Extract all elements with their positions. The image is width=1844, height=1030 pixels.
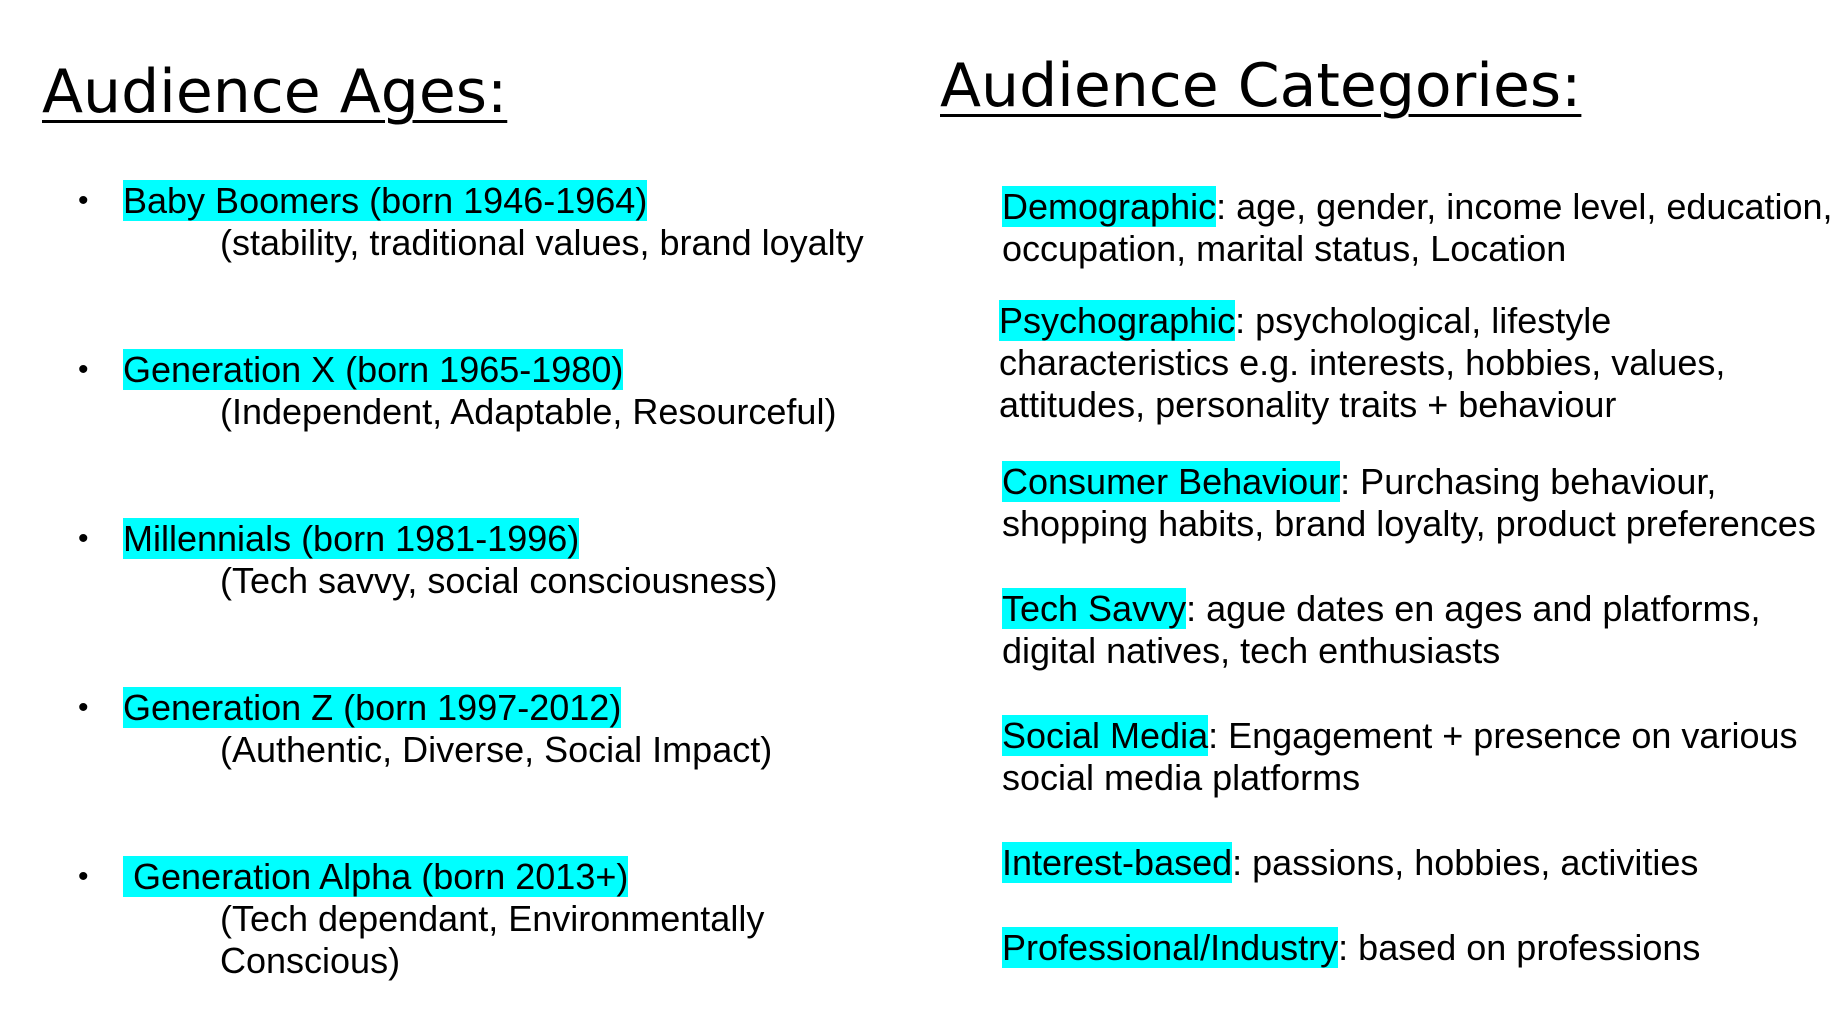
age-group-description: (Authentic, Diverse, Social Impact) (220, 729, 773, 770)
category-item (1002, 461, 1816, 545)
audience-ages-title: Audience Ages: (42, 57, 508, 127)
category-text: : psychological, lifestyle (1235, 300, 1612, 341)
age-group-description: (stability, traditional values, brand loyalty (220, 222, 864, 263)
category-label: Tech Savvy (1002, 588, 1187, 629)
list-item (123, 180, 647, 222)
age-group-label: Generation X (born 1965-1980) (123, 349, 624, 390)
category-label: Professional/Industry (1002, 927, 1339, 968)
bullet-icon: • (78, 691, 89, 724)
category-text: characteristics e.g. interests, hobbies, values, (999, 342, 1726, 383)
category-text: digital natives, tech enthusiasts (1002, 630, 1501, 671)
category-text: : passions, hobbies, activities (1232, 842, 1699, 883)
audience-categories-title: Audience Categories: (940, 51, 1582, 121)
bullet-icon: • (78, 184, 89, 217)
bullet-icon: • (78, 860, 89, 893)
category-text: social media platforms (1002, 757, 1361, 798)
age-group-label: Baby Boomers (born 1946-1964) (123, 180, 648, 221)
list-item (123, 518, 579, 560)
bullet-icon: • (78, 522, 89, 555)
category-item (1002, 588, 1760, 672)
category-item (1002, 715, 1798, 799)
list-item (123, 687, 621, 729)
bullet-icon: • (78, 353, 89, 386)
age-group-label: Generation Z (born 1997-2012) (123, 687, 622, 728)
category-text: occupation, marital status, Location (1002, 228, 1567, 269)
list-item (123, 349, 623, 391)
category-text: : Purchasing behaviour, (1340, 461, 1717, 502)
age-group-description: (Tech dependant, Environmentally (220, 898, 765, 939)
category-label: Demographic (1002, 186, 1217, 227)
category-text: : based on professions (1338, 927, 1701, 968)
age-group-label: Millennials (born 1981-1996) (123, 518, 580, 559)
category-label: Consumer Behaviour (1002, 461, 1341, 502)
category-label: Interest-based (1002, 842, 1233, 883)
age-group-description: (Independent, Adaptable, Resourceful) (220, 391, 837, 432)
category-item (999, 300, 1725, 426)
category-item (1002, 842, 1698, 884)
category-text: attitudes, personality traits + behaviour (999, 384, 1617, 425)
category-text: : ague dates en ages and platforms, (1186, 588, 1761, 629)
age-group-description: (Tech savvy, social consciousness) (220, 560, 778, 601)
age-group-description: Conscious) (220, 940, 401, 981)
age-group-label: Generation Alpha (born 2013+) (123, 856, 629, 897)
category-text: shopping habits, brand loyalty, product preferences (1002, 503, 1816, 544)
category-item (1002, 927, 1700, 969)
category-label: Psychographic (999, 300, 1236, 341)
category-label: Social Media (1002, 715, 1209, 756)
category-text: : age, gender, income level, education, (1216, 186, 1833, 227)
category-text: : Engagement + presence on various (1208, 715, 1798, 756)
category-item (1002, 186, 1833, 270)
list-item (123, 856, 628, 898)
